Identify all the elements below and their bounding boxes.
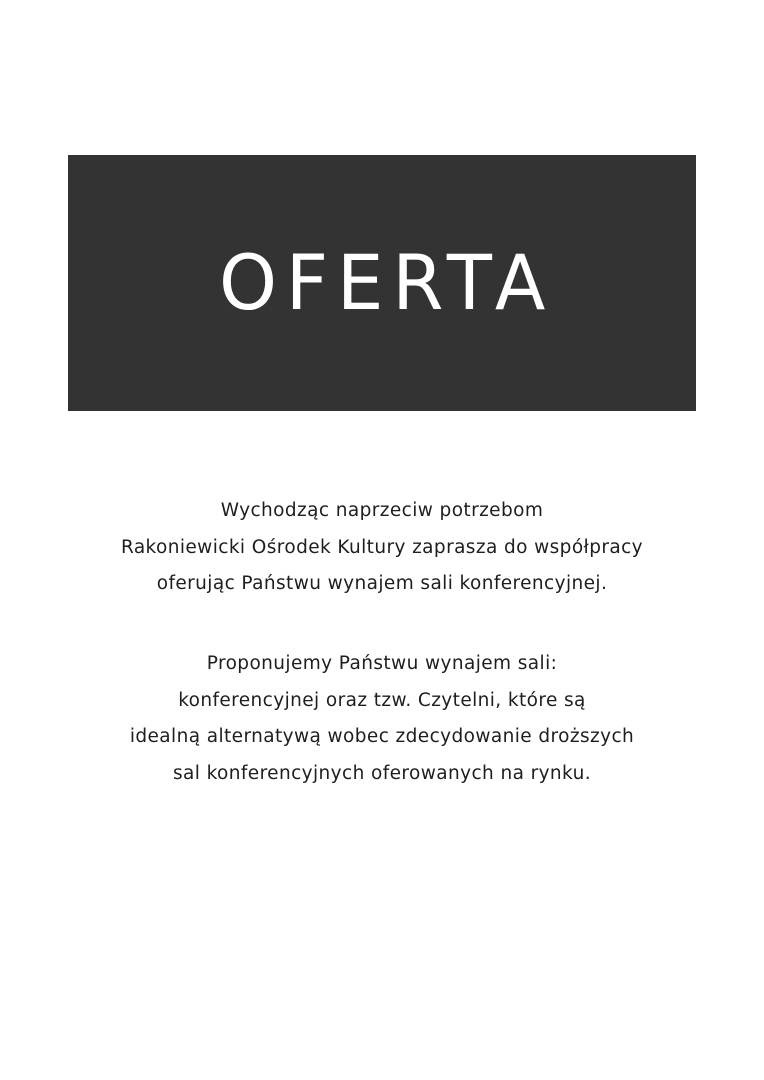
intro-line: oferując Państwu wynajem sali konferencyjnej. (156, 573, 608, 594)
offer-line: idealną alternatywą wobec zdecydowanie droższych (129, 726, 635, 747)
page-title: OFERTA (218, 238, 554, 327)
offer-line: sal konferencyjnych oferowanych na rynku. (172, 762, 592, 784)
offer-line: Proponujemy Państwu wynajem sali: (206, 653, 558, 674)
intro-line: Rakoniewicki Ośrodek Kultury zaprasza do współpracy (120, 536, 644, 558)
intro-line: Wychodząc naprzeciw potrzebom (220, 500, 544, 521)
offer-paragraph (0, 646, 764, 792)
intro-paragraph (0, 493, 764, 603)
offer-line: konferencyjnej oraz tzw. Czytelni, które są (178, 689, 586, 711)
title-banner (68, 155, 696, 411)
